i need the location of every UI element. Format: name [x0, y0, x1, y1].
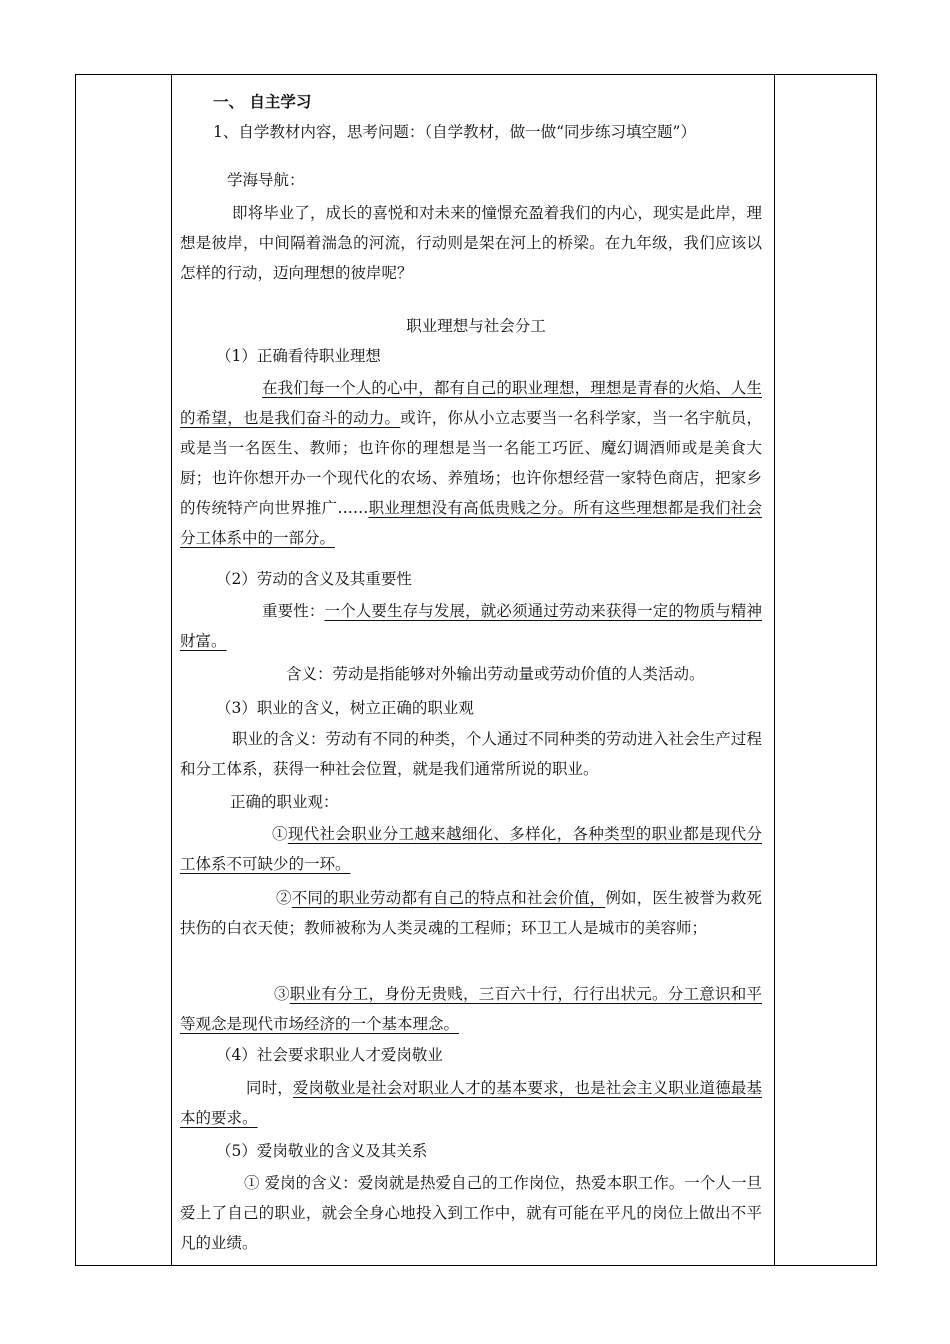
career-view-item-2 [180, 883, 762, 943]
item-2-text: 例如，医生被誉为救死扶伤的白衣天使；教师被称为人类灵魂的工程师；环卫工人是城市的美容师； [180, 889, 762, 937]
point-1-title: （1）正确看待职业理想 [216, 347, 381, 365]
topic-title: 职业理想与社会分工 [406, 317, 546, 335]
point-4-lead: 同时， [246, 1079, 293, 1097]
labor-definition: 含义：劳动是指能够对外输出劳动量或劳动价值的人类活动。 [286, 665, 705, 683]
item-3-text: 职业有分工，身份无贵贱，三百六十行，行行出状元。分工意识和平等观念是现代市场经济的一个基本理念。 [180, 985, 762, 1033]
importance-text: 一个人要生存与发展，就必须通过劳动来获得一定的物质与精神财富。 [180, 602, 762, 650]
point-1-paragraph [180, 373, 762, 553]
section-title: 一、 自主学习 [213, 92, 312, 111]
point-5-paragraph: ① 爱岗的含义：爱岗就是热爱自己的工作岗位，热爱本职工作。一个人一旦爱上了自己的职业，就会全身心地投入到工作中，就有可能在平凡的岗位上做出不平凡的业绩。 [180, 1174, 762, 1252]
importance-label: 重要性： [262, 602, 325, 620]
question-1: 1、自学教材内容，思考问题：（自学教材，做一做“同步练习填空题”） [213, 123, 696, 141]
point-4-title: （4）社会要求职业人才爱岗敬业 [216, 1046, 443, 1064]
item-1-marker: ① [272, 825, 288, 843]
point-1-underline-b: 职业理想没有高低贵贱之分。所有这些理想都是我们社会分工体系中的一部分。 [180, 499, 762, 547]
point-4-paragraph [180, 1073, 762, 1133]
point-3-title: （3）职业的含义，树立正确的职业观 [216, 699, 474, 717]
career-view-item-1 [180, 819, 762, 879]
career-view-item-3 [180, 979, 762, 1039]
column-divider-right [774, 75, 775, 1265]
point-5-title: （5）爱岗敬业的含义及其关系 [216, 1142, 428, 1160]
item-2-underline: 不同的职业劳动都有自己的特点和社会价值， [291, 889, 606, 907]
nav-paragraph: 即将毕业了，成长的喜悦和对未来的憧憬充盈着我们的内心，现实是此岸，理想是彼岸，中间隔着湍急的河流，行动则是架在河上的桥梁。在九年级，我们应该以怎样的行动，迈向理想的彼岸呢？ [180, 204, 762, 282]
point-1-text: 或许，你从小立志要当一名科学家，当一名宇航员，或是当一名医生、教师；也许你的理想是当一名能工巧匠、魔幻调酒师或是美食大厨；也许你想开办一个现代化的农场、养殖场；也许你想经营一家特色商店，把家乡的传统特产向世界推广…… [180, 409, 762, 517]
occupation-definition: 职业的含义：劳动有不同的种类，个人通过不同种类的劳动进入社会生产过程和分工体系，获得一种社会位置，就是我们通常所说的职业。 [180, 730, 762, 778]
item-1-text: 现代社会职业分工越来越细化、多样化，各种类型的职业都是现代分工体系不可缺少的一环。 [180, 825, 762, 873]
item-2-marker: ② [276, 889, 292, 907]
item-3-marker: ③ [274, 985, 290, 1003]
career-view-label: 正确的职业观： [230, 793, 339, 811]
point-2-importance [180, 596, 762, 656]
point-4-underline: 爱岗敬业是社会对职业人才的基本要求，也是社会主义职业道德最基本的要求。 [180, 1079, 762, 1127]
nav-title: 学海导航： [227, 171, 305, 189]
column-divider-left [171, 75, 172, 1265]
point-2-title: （2）劳动的含义及其重要性 [216, 570, 412, 588]
point-1-underline-a: 在我们每一个人的心中，都有自己的职业理想，理想是青春的火焰、人生的希望，也是我们奋斗的动力。 [180, 379, 762, 427]
